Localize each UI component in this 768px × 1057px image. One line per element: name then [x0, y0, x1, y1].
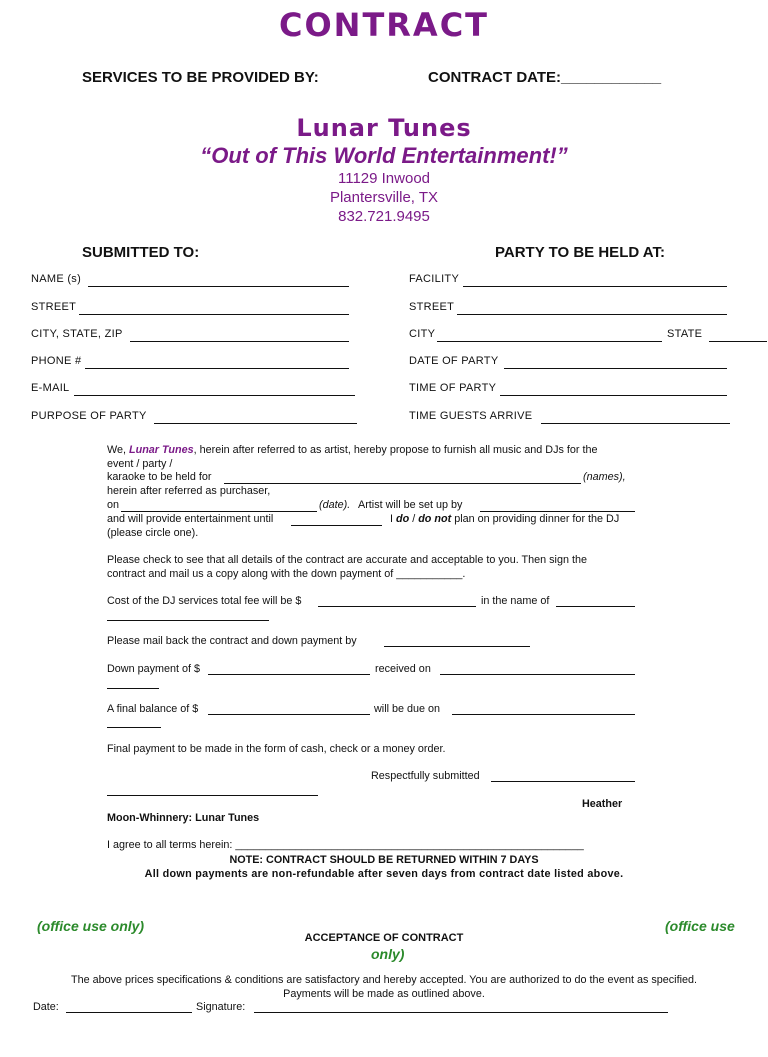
acceptance-heading: ACCEPTANCE OF CONTRACT — [304, 932, 464, 944]
street-label: STREET — [31, 301, 77, 313]
return-note: NOTE: CONTRACT SHOULD BE RETURNED WITHIN 7 DAYS — [229, 854, 539, 866]
down-payment-label: Down payment of $ — [107, 663, 201, 675]
dinner-text: plan on providing dinner for the DJ — [454, 513, 620, 525]
purpose-field[interactable] — [154, 423, 357, 424]
brand-logo-text: Lunar Tunes — [296, 114, 472, 142]
acceptance-signature-label: Signature: — [196, 1001, 246, 1013]
brand-city: Plantersville, TX — [329, 189, 439, 206]
down-payment-field[interactable] — [208, 674, 370, 675]
time-of-party-label: TIME OF PARTY — [409, 382, 497, 394]
acceptance-text-2: Payments will be made as outlined above. — [283, 988, 485, 1000]
mail-back-date-field[interactable] — [384, 646, 530, 647]
final-payment-text: Final payment to be made in the form of cash, check or a money order. — [107, 743, 446, 755]
terms-circle-one: (please circle one). — [107, 527, 199, 539]
terms-we: We, — [107, 444, 129, 456]
down-received-field[interactable] — [440, 674, 635, 675]
balance-due-field-cont[interactable] — [107, 727, 161, 728]
purpose-label: PURPOSE OF PARTY — [31, 410, 147, 422]
date-of-party-field[interactable] — [504, 368, 727, 369]
party-city-label: CITY — [409, 328, 436, 340]
agree-terms-line[interactable]: I agree to all terms herein: __________________________________________________________ — [107, 839, 584, 851]
office-use-right: (office use — [665, 918, 735, 934]
party-held-at-heading: PARTY TO BE HELD AT: — [495, 244, 666, 261]
email-field[interactable] — [74, 395, 355, 396]
mail-back-label: Please mail back the contract and down payment by — [107, 635, 357, 647]
balance-due-label: will be due on — [374, 703, 441, 715]
cost-name-label: in the name of — [481, 595, 550, 607]
dinner-do-not-option[interactable]: do not — [418, 513, 452, 525]
city-state-zip-label: CITY, STATE, ZIP — [31, 328, 123, 340]
terms-brand: Lunar Tunes — [129, 444, 194, 456]
setup-time-field[interactable] — [480, 511, 635, 512]
down-received-label: received on — [375, 663, 431, 675]
cost-name-field[interactable] — [556, 606, 635, 607]
party-state-field[interactable] — [709, 341, 767, 342]
check-details-line1: Please check to see that all details of the contract are accurate and acceptable to you. Then sign the — [107, 554, 587, 566]
submitted-to-heading: SUBMITTED TO: — [82, 244, 200, 261]
terms-setup-label: Artist will be set up by — [358, 499, 463, 511]
facility-field[interactable] — [463, 286, 727, 287]
dinner-do-option[interactable]: do — [396, 513, 410, 525]
balance-due-field[interactable] — [452, 714, 635, 715]
terms-intro-rest: , herein after referred to as artist, hereby propose to furnish all music and DJs for the — [193, 444, 598, 456]
facility-label: FACILITY — [409, 273, 460, 285]
terms-karaoke-label: karaoke to be held for — [107, 471, 212, 483]
party-street-label: STREET — [409, 301, 455, 313]
artist-signature-field[interactable] — [491, 781, 635, 782]
name-field[interactable] — [88, 286, 349, 287]
terms-intro — [107, 444, 597, 457]
dinner-i: I — [390, 513, 393, 525]
party-state-label: STATE — [667, 328, 703, 340]
final-balance-label: A final balance of $ — [107, 703, 199, 715]
name-label: NAME (s) — [31, 273, 82, 285]
brand-slogan: “Out of This World Entertainment!” — [200, 143, 568, 168]
contract-title: CONTRACT — [278, 6, 489, 44]
date-of-party-label: DATE OF PARTY — [409, 355, 499, 367]
contract-date-label: CONTRACT DATE:____________ — [428, 69, 662, 86]
signer-last-name: Moon-Whinnery: Lunar Tunes — [107, 812, 260, 824]
purchaser-signature-line[interactable] — [107, 795, 318, 796]
cost-field[interactable] — [318, 606, 476, 607]
email-label: E-MAIL — [31, 382, 70, 394]
signer-first-name: Heather — [582, 798, 623, 810]
party-street-field[interactable] — [457, 314, 727, 315]
dinner-slash: / — [412, 513, 416, 525]
purchaser-names-field[interactable] — [224, 483, 581, 484]
acceptance-date-field[interactable] — [66, 1012, 192, 1013]
acceptance-signature-field[interactable] — [254, 1012, 668, 1013]
terms-names-label: (names), — [583, 471, 626, 483]
party-city-field[interactable] — [437, 341, 662, 342]
event-date-field[interactable] — [121, 511, 317, 512]
acceptance-date-label: Date: — [33, 1001, 59, 1013]
terms-event-party: event / party / — [107, 458, 173, 470]
office-use-right-cont: only) — [371, 946, 405, 962]
terms-until-label: and will provide entertainment until — [107, 513, 274, 525]
street-field[interactable] — [79, 314, 349, 315]
acceptance-text-1: The above prices specifications & conditions are satisfactory and hereby accepted. You are authorized to do the event as specified. — [70, 974, 697, 986]
city-state-zip-field[interactable] — [130, 341, 349, 342]
office-use-left: (office use only) — [37, 918, 145, 934]
terms-purchaser: herein after referred as purchaser, — [107, 485, 271, 497]
terms-date-label: (date). — [319, 499, 351, 511]
check-details-line2: contract and mail us a copy along with the down payment of ___________. — [107, 568, 466, 580]
phone-field[interactable] — [85, 368, 349, 369]
refund-note: All down payments are non-refundable after seven days from contract date listed above. — [144, 868, 624, 880]
cost-label: Cost of the DJ services total fee will be $ — [107, 595, 302, 607]
cost-name-field-cont[interactable] — [107, 620, 269, 621]
dinner-choice[interactable] — [390, 513, 619, 526]
until-time-field[interactable] — [291, 525, 382, 526]
time-guests-arrive-label: TIME GUESTS ARRIVE — [409, 410, 533, 422]
services-provided-label: SERVICES TO BE PROVIDED BY: — [82, 69, 319, 86]
brand-phone: 832.721.9495 — [338, 208, 430, 225]
respectfully-submitted-label: Respectfully submitted — [371, 770, 480, 782]
terms-on-label: on — [107, 499, 120, 511]
down-received-field-cont[interactable] — [107, 688, 159, 689]
time-of-party-field[interactable] — [500, 395, 727, 396]
phone-label: PHONE # — [31, 355, 82, 367]
brand-street: 11129 Inwood — [337, 170, 431, 187]
final-balance-field[interactable] — [208, 714, 370, 715]
time-guests-arrive-field[interactable] — [541, 423, 730, 424]
